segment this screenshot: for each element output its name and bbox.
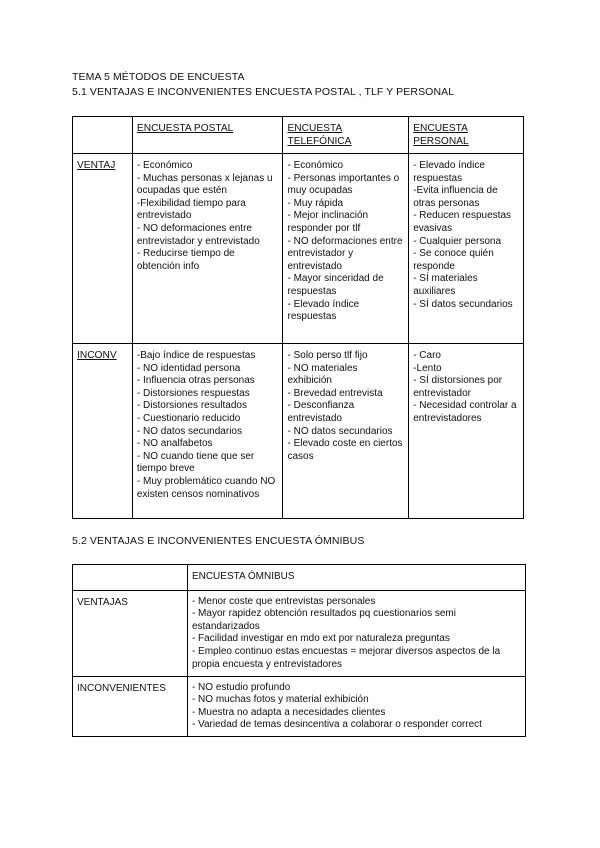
table-row-ventajas (73, 154, 524, 344)
cell-line: - Necesidad controlar a entrevistadores (413, 400, 517, 424)
row-label-inconv: INCONV (73, 344, 133, 519)
cell-line: - Elevado coste en ciertos casos (287, 438, 403, 462)
cell-line: - Cualquier persona (413, 235, 502, 247)
cell-ventajas-telefonica (283, 154, 409, 344)
omnibus-table (72, 564, 526, 737)
cell-line: - NO identidad persona (136, 362, 241, 374)
cell-line: - Brevedad entrevista (287, 387, 383, 399)
cell-line: - Muy rápida (287, 197, 344, 209)
cell-line: - Mayor rapidez obtención resultados pq cuestionarios semi estandarizados (191, 608, 456, 632)
cell-line: - SÍ materiales auxiliares (413, 273, 478, 297)
section-5-1-title: 5.1 VENTAJAS E INCONVENIENTES ENCUESTA POSTAL , TLF Y PERSONAL (72, 86, 455, 98)
header-personal: ENCUESTA PERSONAL (409, 117, 524, 154)
row-label-inconvenientes-omnibus: INCONVENIENTES (73, 676, 188, 736)
section-5-2-title: 5.2 VENTAJAS E INCONVENIENTES ENCUESTA ÓMNIBUS (72, 535, 365, 547)
omnibus-corner-cell (73, 565, 188, 591)
cell-line: - NO muchas fotos y material exhibición (191, 694, 369, 706)
topic-title: TEMA 5 MÉTODOS DE ENCUESTA (72, 71, 245, 83)
cell-line: - Mejor inclinación responder por tlf (287, 210, 369, 234)
cell-line: - Distorsiones resultados (136, 400, 247, 412)
cell-line: - Económico (287, 160, 344, 171)
cell-line: - NO materiales exhibición (287, 362, 358, 387)
cell-inconv-telefonica (283, 344, 409, 519)
cell-line: - NO datos secundarios (287, 425, 393, 437)
cell-line: - NO analfabetos (136, 438, 213, 450)
cell-line: - Muy problemático cuando NO existen censos nominativos (136, 475, 276, 500)
comparison-table-postal-tlf-personal (72, 116, 524, 519)
cell-line: - Caro (413, 350, 441, 361)
cell-line: - Personas importantes o muy ocupadas (287, 172, 400, 197)
cell-line: -Lento (413, 362, 442, 374)
header-telefonica: ENCUESTA TELEFÓNICA (283, 117, 409, 154)
header-postal: ENCUESTA POSTAL (132, 117, 283, 154)
cell-line: - NO deformaciones entre entrevistador y entrevistado (136, 222, 260, 247)
cell-line: - Reducirse tiempo de obtención info (136, 248, 235, 272)
corner-cell (73, 117, 133, 154)
cell-line: - Facilidad investigar en mdo ext por naturaleza preguntas (191, 633, 450, 645)
table-row-inconvenientes (73, 344, 524, 519)
cell-line: -Bajo índice de respuestas (136, 350, 256, 361)
cell-line: - Reducen respuestas evasivas (413, 210, 512, 234)
cell-line: - Desconfianza entrevistado (287, 400, 355, 424)
omnibus-row-ventajas (73, 590, 526, 676)
cell-inconv-personal (409, 344, 524, 519)
cell-inconv-postal (132, 344, 283, 519)
cell-line: - Económico (136, 160, 193, 171)
cell-ventajas-personal (409, 154, 524, 344)
cell-line: - Elevado índice respuestas (413, 160, 485, 184)
cell-line: -Flexibilidad tiempo para entrevistado (136, 197, 246, 222)
cell-omnibus-ventajas (187, 590, 525, 676)
cell-line: - Solo perso tlf fijo (287, 350, 368, 361)
table-header-row (73, 117, 524, 154)
cell-line: - Empleo continuo estas encuestas = mejorar diversos aspectos de la propia encuesta y entrevistadores (191, 645, 501, 670)
cell-line: - NO deformaciones entre entrevistador y entrevistado (287, 235, 403, 272)
cell-line: - NO datos secundarios (136, 425, 242, 437)
cell-line: - Mayor sinceridad de respuestas (287, 273, 384, 297)
cell-line: - Elevado índice respuestas (287, 298, 360, 323)
row-label-ventajas: VENTAJ (73, 154, 133, 344)
cell-line: - Distorsiones respuestas (136, 387, 250, 399)
cell-line: - Muestra no adapta a necesidades clientes (191, 706, 386, 718)
cell-line: -Evita influencia de otras personas (413, 185, 498, 209)
cell-line: - NO estudio profundo (191, 681, 291, 693)
cell-line: - Muchas personas x lejanas u ocupadas que estén (136, 172, 273, 197)
cell-ventajas-postal (132, 154, 283, 344)
cell-line: - Cuestionario reducido (136, 412, 241, 424)
cell-line: - Influencia otras personas (136, 375, 255, 387)
omnibus-header-row (73, 565, 526, 591)
cell-line: - SÍ distorsiones por entrevistador (413, 375, 503, 399)
header-omnibus: ENCUESTA ÓMNIBUS (187, 565, 525, 591)
cell-line: - Menor coste que entrevistas personales (191, 595, 376, 607)
cell-omnibus-inconvenientes (187, 676, 525, 736)
cell-line: - Variedad de temas desincentiva a colaborar o responder correct (191, 719, 482, 731)
cell-line: - NO cuando tiene que ser tiempo breve (136, 450, 255, 475)
omnibus-row-inconvenientes (73, 676, 526, 736)
row-label-ventajas-omnibus: VENTAJAS (73, 590, 188, 676)
cell-line: - Se conoce quién responde (413, 248, 494, 272)
cell-line: - SÍ datos secundarios (413, 298, 513, 310)
